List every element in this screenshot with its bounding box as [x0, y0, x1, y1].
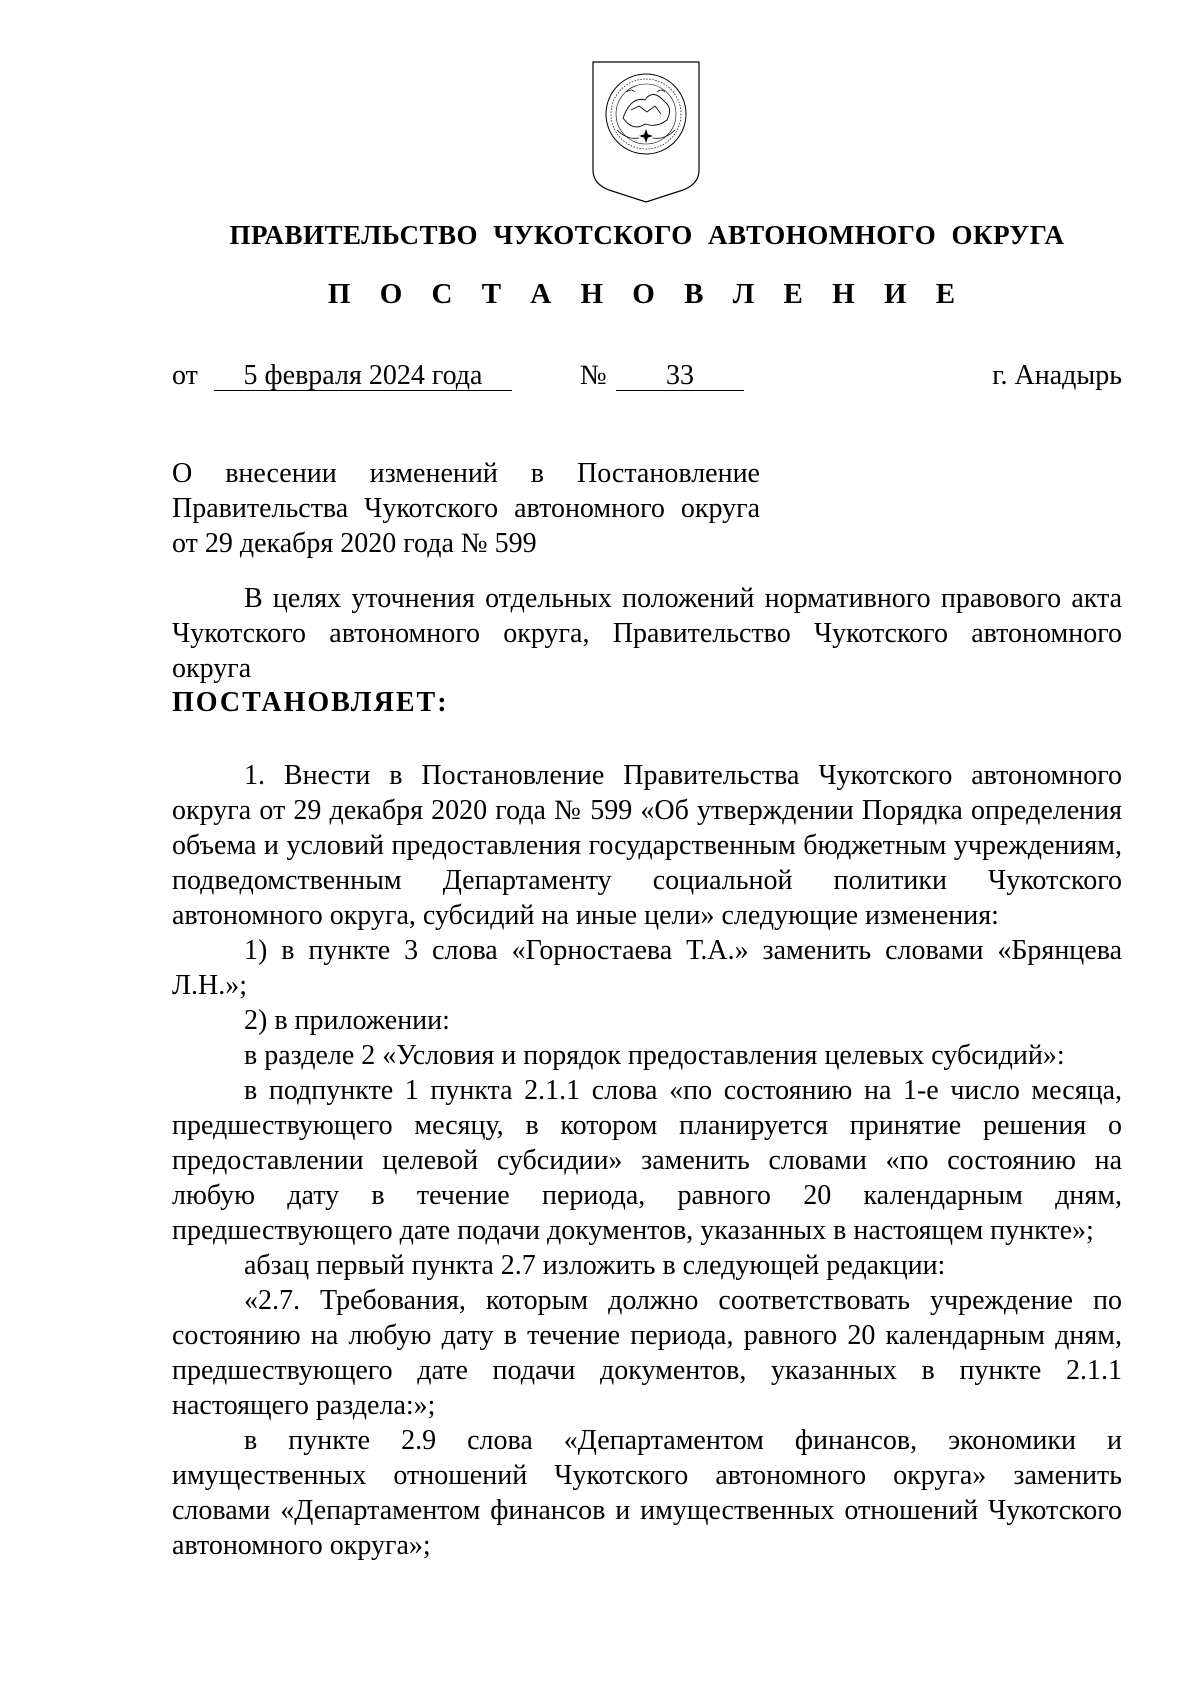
body-paragraph: в пункте 2.9 слова «Департаментом финансов, экономики и имущественных отношений Чукотского автономного округа» заменить словами «Департаментом финансов и имущественных отношений Чукотского автономного округа»; [172, 1425, 1122, 1561]
government-title: ПРАВИТЕЛЬСТВО ЧУКОТСКОГО АВТОНОМНОГО ОКРУГА [229, 220, 1065, 250]
subject-line: Правительства Чукотского автономного округа [172, 493, 760, 524]
body-paragraph: 1) в пункте 3 слова «Горностаева Т.А.» заменить словами «Брянцева Л.Н.»; [172, 935, 1122, 1001]
body-paragraph: в подпункте 1 пункта 2.1.1 слова «по состоянию на 1-е число месяца, предшествующего месяцу, в котором планируется принятие решения о предоставлении целевой субсидии» заменить словами «по состоянию на любую дату в течение периода, равного 20 календарным дням, предшествующего дате подачи документов, указанных в настоящем пункте»; [172, 1075, 1122, 1246]
preamble-paragraph: В целях уточнения отдельных положений нормативного правового акта Чукотского автономного округа, Правительство Чукотского автономного округа [172, 583, 1122, 684]
date-prefix: от [172, 360, 198, 391]
decree-word: ПОСТАНОВЛЯЕТ: [172, 687, 449, 718]
preamble-block [172, 581, 1122, 686]
number-sign: № [580, 360, 607, 391]
subject-line: от 29 декабря 2020 года № 599 [172, 528, 537, 559]
coat-of-arms-emblem [587, 58, 705, 206]
city-name: г. Анадырь [992, 360, 1122, 391]
body-paragraph: абзац первый пункта 2.7 изложить в следующей редакции: [244, 1250, 946, 1281]
decree-word-block [172, 685, 1122, 720]
body-paragraph: в разделе 2 «Условия и порядок предоставления целевых субсидий»: [244, 1040, 1065, 1071]
document-number: 33 [666, 360, 694, 391]
body-paragraph: 2) в приложении: [244, 1005, 450, 1036]
date-underline [214, 390, 512, 391]
body-paragraphs [172, 758, 1122, 1563]
number-underline [616, 390, 744, 391]
body-paragraph: 1. Внести в Постановление Правительства Чукотского автономного округа от 29 декабря 2020 года № 599 «Об утверждении Порядка определения объема и условий предоставления государственным бюджетным учреждениям, подведомственным Департаменту социальной политики Чукотского автономного округа, субсидий на иные цели» следующие изменения: [172, 760, 1122, 931]
document-type-title: П О С Т А Н О В Л Е Н И Е [327, 278, 967, 310]
subject-line: О внесении изменений в Постановление [172, 458, 760, 489]
date-number-row [172, 360, 1122, 400]
body-paragraph: «2.7. Требования, которым должно соответствовать учреждение по состоянию на любую дату в течение периода, равного 20 календарным дням, предшествующего дате подачи документов, указанных в пункте 2.1.1 настоящего раздела:»; [172, 1285, 1122, 1421]
document-subject [172, 456, 760, 561]
document-date: 5 февраля 2024 года [243, 360, 483, 391]
